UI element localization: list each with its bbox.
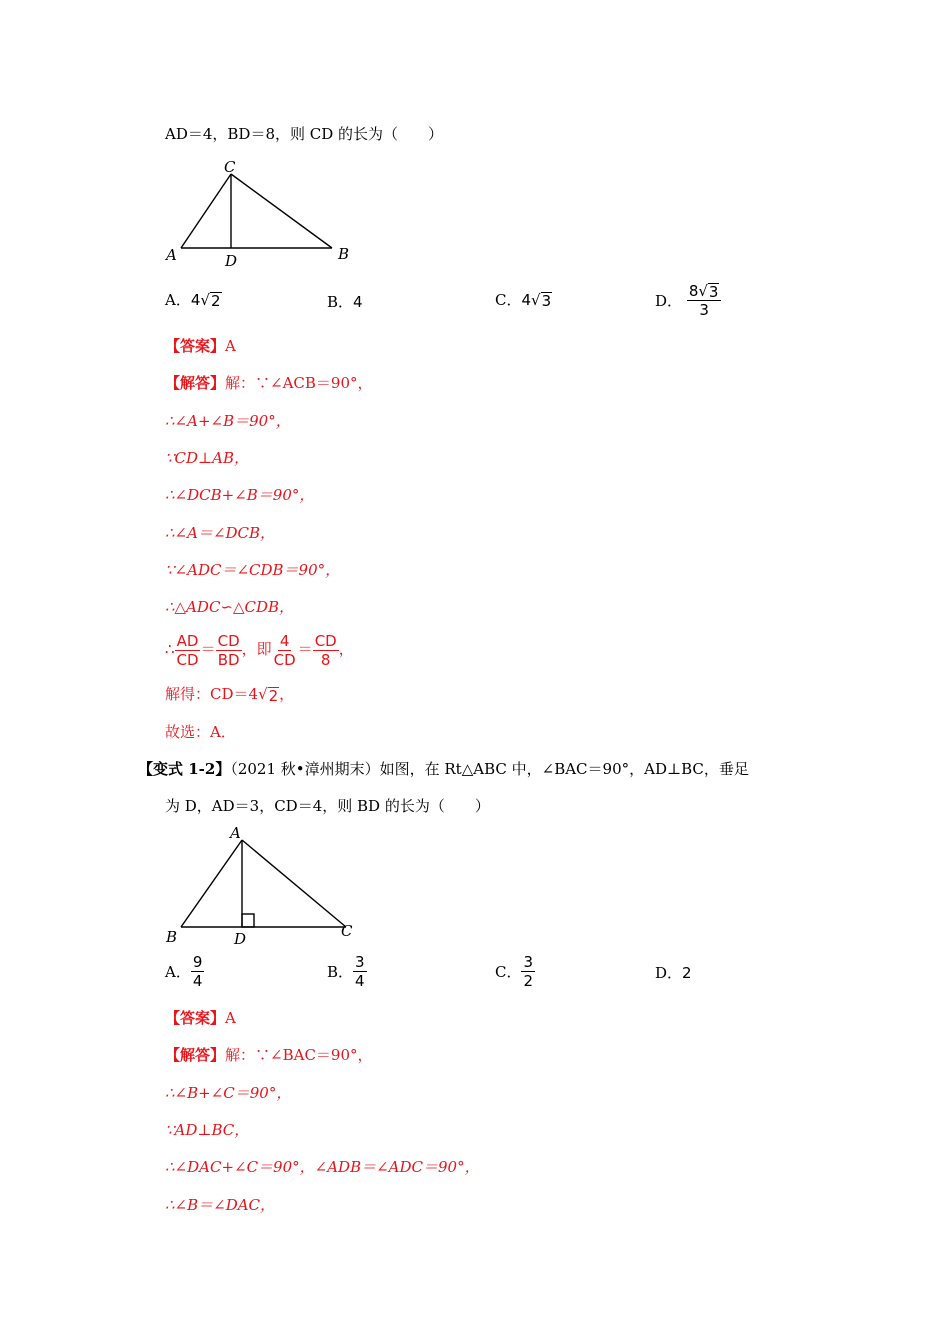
q2-option-a: A． $\frac{9}{4}$: [165, 953, 203, 990]
q1-label-b: B: [338, 245, 350, 263]
q1-option-c: C．4 √ 3: [495, 291, 552, 310]
q2-option-c: C． $\frac{3}{2}$: [495, 953, 534, 990]
q2-solution-l5: ∴∠B＝∠DAC，: [165, 1196, 276, 1214]
q1-solution-l1: 【解答】解：∵∠ACB＝90°，: [165, 374, 373, 392]
q1-solution-l3: ∵CD⊥AB，: [165, 449, 250, 467]
q1-solution-l4: ∴∠DCB+∠B＝90°，: [165, 486, 315, 504]
q1-solution-l5: ∴∠A＝∠DCB，: [165, 524, 276, 542]
q2-answer: 【答案】A: [165, 1009, 236, 1027]
q2-side-ac: [242, 840, 346, 927]
q1-label-c: C: [224, 158, 236, 176]
q1-figure: [160, 158, 360, 273]
q1-option-a: A．4 √ 2: [165, 291, 221, 310]
q2-label-d: D: [234, 930, 247, 948]
q2-solution-l4: ∴∠DAC+∠C＝90°，∠ADB＝∠ADC＝90°，: [165, 1158, 480, 1176]
q1-label-a: A: [166, 246, 177, 264]
q2-solution-l3: ∵AD⊥BC，: [165, 1121, 250, 1139]
q1-label-d: D: [225, 252, 238, 270]
q2-figure: [160, 820, 370, 950]
q1-solution-l2: ∴∠A+∠B＝90°，: [165, 412, 291, 430]
q1-answer: 【答案】A: [165, 337, 236, 355]
q2-intro-line1: 【变式 1-2】（2021 秋•漳州期末）如图，在 Rt△ABC 中，∠BAC＝90°，AD⊥BC，垂足: [138, 760, 749, 778]
q1-side-ac: [181, 174, 231, 248]
q1-option-d: D． 8 √ 3 3: [655, 282, 721, 319]
q2-right-angle-mark: [242, 914, 254, 927]
q1-solution-l6: ∵∠ADC＝∠CDB＝90°，: [165, 561, 341, 579]
q2-side-ab: [181, 840, 242, 927]
q1-side-cb: [231, 174, 332, 248]
q1-option-b: B．4: [327, 293, 363, 311]
q2-option-b: B． $\frac{3}{4}$: [327, 953, 365, 990]
q2-label-a: A: [230, 824, 241, 842]
q1-solution-l7: ∴△ADC∽△CDB，: [165, 598, 295, 616]
q2-label-c: C: [341, 922, 353, 940]
q2-label-b: B: [166, 928, 178, 946]
q2-intro-line2: 为 D，AD＝3，CD＝4，则 BD 的长为（ ）: [165, 797, 490, 815]
q1-intro: AD＝4，BD＝8，则 CD 的长为（ ）: [165, 125, 444, 143]
q2-solution-l1: 【解答】解：∵∠BAC＝90°，: [165, 1046, 373, 1064]
q1-solution-l8: ∴ $\frac{AD}{CD}$ ＝ $\frac{CD}{BD}$ ，即 $\frac{4}{CD}$ ＝ $\frac{CD}{8}$ ，: [165, 631, 354, 669]
q2-solution-l2: ∴∠B+∠C＝90°，: [165, 1084, 292, 1102]
q2-option-d: D．2: [655, 964, 692, 982]
q1-solution-l10: 故选：A．: [165, 723, 236, 741]
q1-solution-l9: 解得：CD＝4 √ 2 ，: [165, 685, 295, 705]
